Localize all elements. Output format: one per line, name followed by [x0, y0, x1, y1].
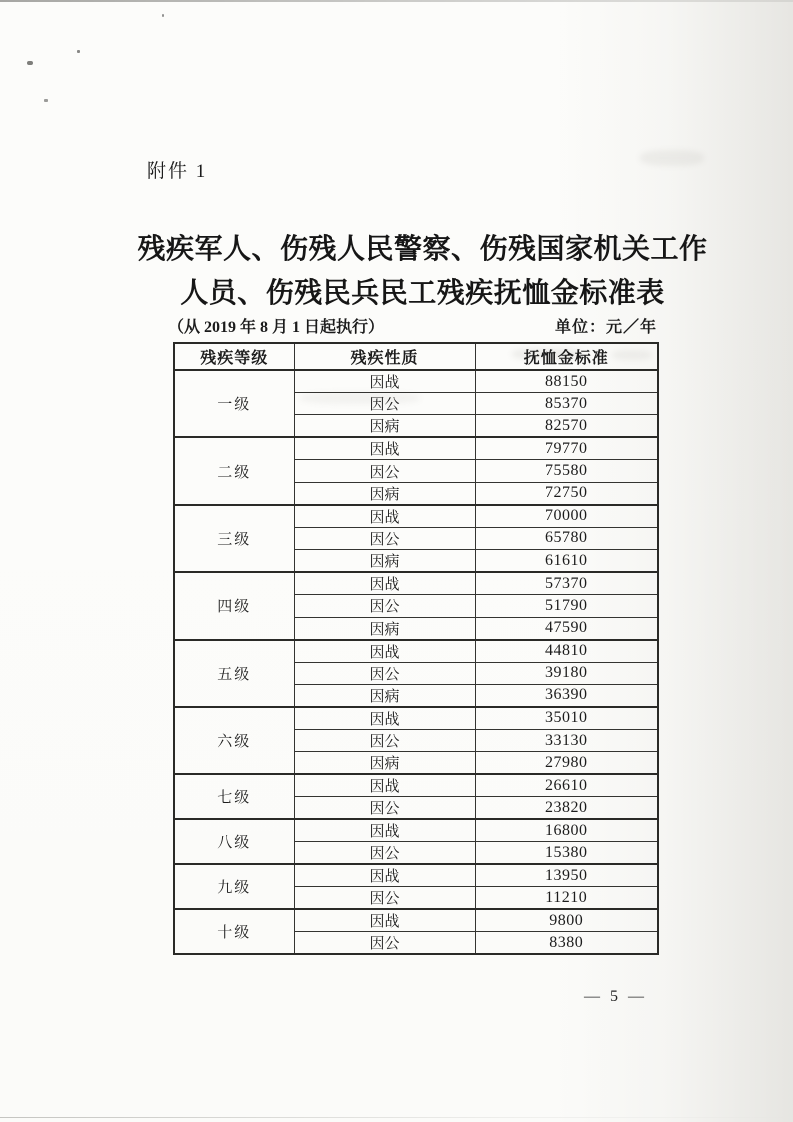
disability-level-cell: 九级 — [174, 864, 294, 909]
disability-nature-cell: 因公 — [294, 595, 475, 617]
disability-nature-cell: 因病 — [294, 684, 475, 707]
table-meta-row — [168, 314, 657, 337]
pension-amount-cell: 36390 — [475, 684, 658, 707]
pension-amount-cell: 88150 — [475, 370, 658, 393]
pension-amount-cell: 16800 — [475, 819, 658, 842]
pension-amount-cell: 23820 — [475, 797, 658, 820]
pension-amount-cell: 15380 — [475, 842, 658, 865]
table-row — [174, 505, 658, 528]
disability-nature-cell: 因公 — [294, 662, 475, 684]
disability-nature-cell: 因公 — [294, 797, 475, 820]
disability-level-cell: 四级 — [174, 572, 294, 639]
header-disability-level: 残疾等级 — [174, 343, 294, 370]
disability-level-cell: 二级 — [174, 437, 294, 504]
document-title — [52, 228, 793, 316]
disability-nature-cell: 因病 — [294, 752, 475, 775]
table-row — [174, 572, 658, 595]
table-row — [174, 640, 658, 663]
disability-nature-cell: 因病 — [294, 482, 475, 505]
disability-level-cell: 六级 — [174, 707, 294, 774]
scan-speck — [162, 14, 164, 17]
header-disability-nature: 残疾性质 — [294, 343, 475, 370]
pension-amount-cell: 65780 — [475, 527, 658, 549]
table-header-row — [174, 343, 658, 370]
bleed-through-mark — [640, 150, 704, 166]
disability-level-cell: 五级 — [174, 640, 294, 707]
disability-nature-cell: 因战 — [294, 505, 475, 528]
table-row — [174, 774, 658, 797]
header-pension-standard: 抚恤金标准 — [475, 343, 658, 370]
disability-level-cell: 八级 — [174, 819, 294, 864]
disability-level-cell: 三级 — [174, 505, 294, 572]
unit-note: 单位：元／年 — [554, 319, 657, 336]
pension-amount-cell: 35010 — [475, 707, 658, 730]
disability-nature-cell: 因公 — [294, 729, 475, 751]
pension-amount-cell: 51790 — [475, 595, 658, 617]
table-row — [174, 370, 658, 393]
scan-speck — [77, 50, 80, 53]
pension-amount-cell: 61610 — [475, 550, 658, 573]
disability-nature-cell: 因战 — [294, 707, 475, 730]
disability-level-cell: 一级 — [174, 370, 294, 437]
disability-nature-cell: 因战 — [294, 864, 475, 887]
pension-amount-cell: 39180 — [475, 662, 658, 684]
disability-level-cell: 十级 — [174, 909, 294, 954]
table-row — [174, 864, 658, 887]
pension-amount-cell: 72750 — [475, 482, 658, 505]
disability-nature-cell: 因病 — [294, 617, 475, 640]
document-title-line2: 人员、伤残民兵民工残疾抚恤金标准表 — [180, 278, 665, 309]
disability-nature-cell: 因公 — [294, 932, 475, 955]
pension-amount-cell: 26610 — [475, 774, 658, 797]
pension-standards-table — [173, 342, 659, 955]
document-title-line1: 残疾军人、伤残人民警察、伤残国家机关工作 — [137, 234, 708, 265]
pension-amount-cell: 75580 — [475, 460, 658, 482]
table-row — [174, 707, 658, 730]
disability-nature-cell: 因公 — [294, 887, 475, 910]
pension-amount-cell: 13950 — [475, 864, 658, 887]
pension-amount-cell: 57370 — [475, 572, 658, 595]
pension-amount-cell: 82570 — [475, 415, 658, 438]
table-row — [174, 819, 658, 842]
disability-nature-cell: 因战 — [294, 774, 475, 797]
pension-amount-cell: 47590 — [475, 617, 658, 640]
disability-nature-cell: 因战 — [294, 437, 475, 460]
scan-edge-top — [0, 0, 793, 2]
pension-amount-cell: 33130 — [475, 729, 658, 751]
disability-nature-cell: 因战 — [294, 819, 475, 842]
pension-amount-cell: 9800 — [475, 909, 658, 932]
scan-speck — [27, 61, 33, 65]
pension-amount-cell: 85370 — [475, 393, 658, 415]
disability-nature-cell: 因战 — [294, 370, 475, 393]
pension-amount-cell: 8380 — [475, 932, 658, 955]
pension-amount-cell: 11210 — [475, 887, 658, 910]
disability-nature-cell: 因公 — [294, 527, 475, 549]
scan-speck — [44, 99, 48, 102]
attachment-label: 附件 1 — [147, 161, 208, 182]
disability-nature-cell: 因公 — [294, 393, 475, 415]
disability-nature-cell: 因病 — [294, 415, 475, 438]
table-row — [174, 909, 658, 932]
pension-amount-cell: 27980 — [475, 752, 658, 775]
table-row — [174, 437, 658, 460]
disability-level-cell: 七级 — [174, 774, 294, 819]
page-number: — 5 — — [584, 988, 647, 1005]
pension-amount-cell: 70000 — [475, 505, 658, 528]
pension-amount-cell: 44810 — [475, 640, 658, 663]
disability-nature-cell: 因战 — [294, 909, 475, 932]
disability-nature-cell: 因病 — [294, 550, 475, 573]
scan-edge-bottom — [0, 1117, 793, 1118]
disability-nature-cell: 因公 — [294, 460, 475, 482]
pension-amount-cell: 79770 — [475, 437, 658, 460]
disability-nature-cell: 因战 — [294, 640, 475, 663]
disability-nature-cell: 因公 — [294, 842, 475, 865]
disability-nature-cell: 因战 — [294, 572, 475, 595]
effective-date-note: （从 2019 年 8 月 1 日起执行） — [168, 319, 385, 336]
